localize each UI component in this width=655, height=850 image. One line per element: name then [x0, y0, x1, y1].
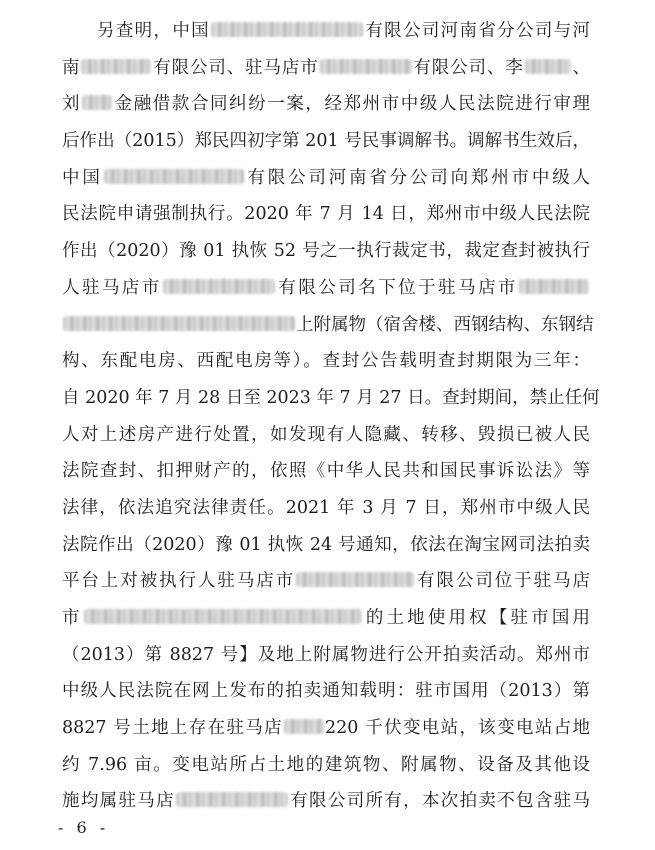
- text-segment: 刘: [62, 94, 82, 115]
- redaction-mark: [63, 316, 295, 331]
- redaction-mark: [176, 792, 288, 807]
- text-segment: 有限公司所有，本次拍卖不包含驻马: [288, 791, 591, 812]
- text-segment: 有限公司河南省分公司与河: [364, 21, 590, 41]
- text-line: [62, 783, 590, 820]
- text-line: [62, 343, 590, 380]
- text-segment: 220 千伏变电站，该变电站占地: [324, 718, 590, 739]
- redaction-mark: [284, 719, 324, 734]
- text-line: [62, 490, 590, 527]
- text-segment: 法院作出（2020）豫 01 执恢 24 号通知，依法在淘宝网司法拍卖: [62, 534, 590, 555]
- document-body: [62, 13, 600, 820]
- redaction-mark: [296, 572, 414, 587]
- redaction-mark: [84, 609, 362, 624]
- text-segment: 构、东配电房、西配电房等）。查封公告载明查封期限为三年：: [62, 351, 590, 372]
- text-segment: 8827 号土地上存在驻马店: [62, 718, 283, 739]
- page-number: - 6 -: [58, 818, 110, 837]
- text-line: [62, 710, 590, 747]
- text-line: [62, 563, 590, 600]
- text-segment: 施均属驻马店: [62, 791, 175, 812]
- text-segment: 中级人民法院在网上发布的拍卖通知载明：驻市国用（2013）第: [62, 681, 590, 702]
- text-segment: 市: [62, 608, 83, 628]
- text-segment: 南: [62, 57, 81, 78]
- text-segment: 约 7.96 亩。变电站所占土地的建筑物、附属物、设备及其他设: [62, 754, 590, 775]
- redaction-mark: [82, 95, 112, 110]
- text-segment: 作出（2020）豫 01 执恢 52 号之一执行裁定书，裁定查封被执行: [62, 241, 590, 262]
- text-line: [62, 270, 590, 307]
- text-line: [62, 600, 590, 637]
- text-line: [62, 380, 600, 417]
- text-line: [62, 453, 590, 490]
- text-segment: 人驻马店市: [62, 277, 162, 298]
- text-segment: 中国: [62, 167, 103, 188]
- text-line: [62, 673, 590, 710]
- text-segment: 人对上述房产进行处置，如发现有人隐藏、转移、毁损已被人民: [62, 424, 590, 445]
- text-line: [62, 417, 590, 454]
- text-segment: 上附属物（宿舍楼、西钢结构、东钢结: [296, 314, 594, 335]
- text-segment: （2013）第 8827 号】及地上附属物进行公开拍卖活动。郑州市: [62, 644, 590, 665]
- redaction-mark: [104, 169, 244, 184]
- text-segment: 有限公司位于驻马店: [415, 571, 591, 592]
- text-line: [62, 196, 590, 233]
- text-segment: 另查明，中国: [97, 21, 210, 41]
- text-segment: 、: [571, 57, 591, 78]
- text-line: [62, 160, 590, 197]
- text-line: [62, 527, 590, 564]
- redaction-mark: [81, 59, 151, 74]
- text-line: [62, 13, 590, 50]
- text-segment: 民法院申请强制执行。2020 年 7 月 14 日，郑州市中级人民法院: [62, 204, 590, 225]
- text-segment: 法院查封、扣押财产的，依照《中华人民共和国民事诉讼法》等: [62, 461, 590, 482]
- text-line: [62, 747, 590, 784]
- text-segment: 平台上对被执行人驻马店市: [62, 571, 296, 592]
- redaction-mark: [525, 59, 571, 74]
- text-segment: 后作出（2015）郑民四初字第 201 号民事调解书。调解书生效后，: [62, 131, 590, 152]
- text-segment: 有限公司、李: [412, 57, 524, 78]
- text-segment: 自 2020 年 7 月 28 日至 2023 年 7 月 27 日。查封期间，禁止任何: [62, 387, 600, 408]
- redaction-mark: [519, 279, 589, 294]
- text-segment: 有限公司河南省分公司向郑州市中级人: [244, 167, 591, 188]
- text-line: [62, 86, 590, 123]
- text-segment: 法律，依法追究法律责任。2021 年 3 月 7 日，郑州市中级人民: [62, 497, 590, 518]
- redaction-mark: [163, 279, 275, 294]
- text-line: [62, 123, 590, 160]
- text-line: [62, 233, 590, 270]
- text-line: [62, 637, 590, 674]
- text-segment: 有限公司、驻马店市: [152, 57, 319, 78]
- text-segment: 的土地使用权【驻市国用: [362, 608, 591, 628]
- redaction-mark: [320, 59, 412, 74]
- text-segment: 有限公司名下位于驻马店市: [275, 277, 519, 298]
- redaction-mark: [211, 22, 363, 37]
- text-line: [62, 307, 594, 344]
- text-line: [62, 50, 590, 87]
- text-segment: 金融借款合同纠纷一案，经郑州市中级人民法院进行审理: [113, 94, 590, 115]
